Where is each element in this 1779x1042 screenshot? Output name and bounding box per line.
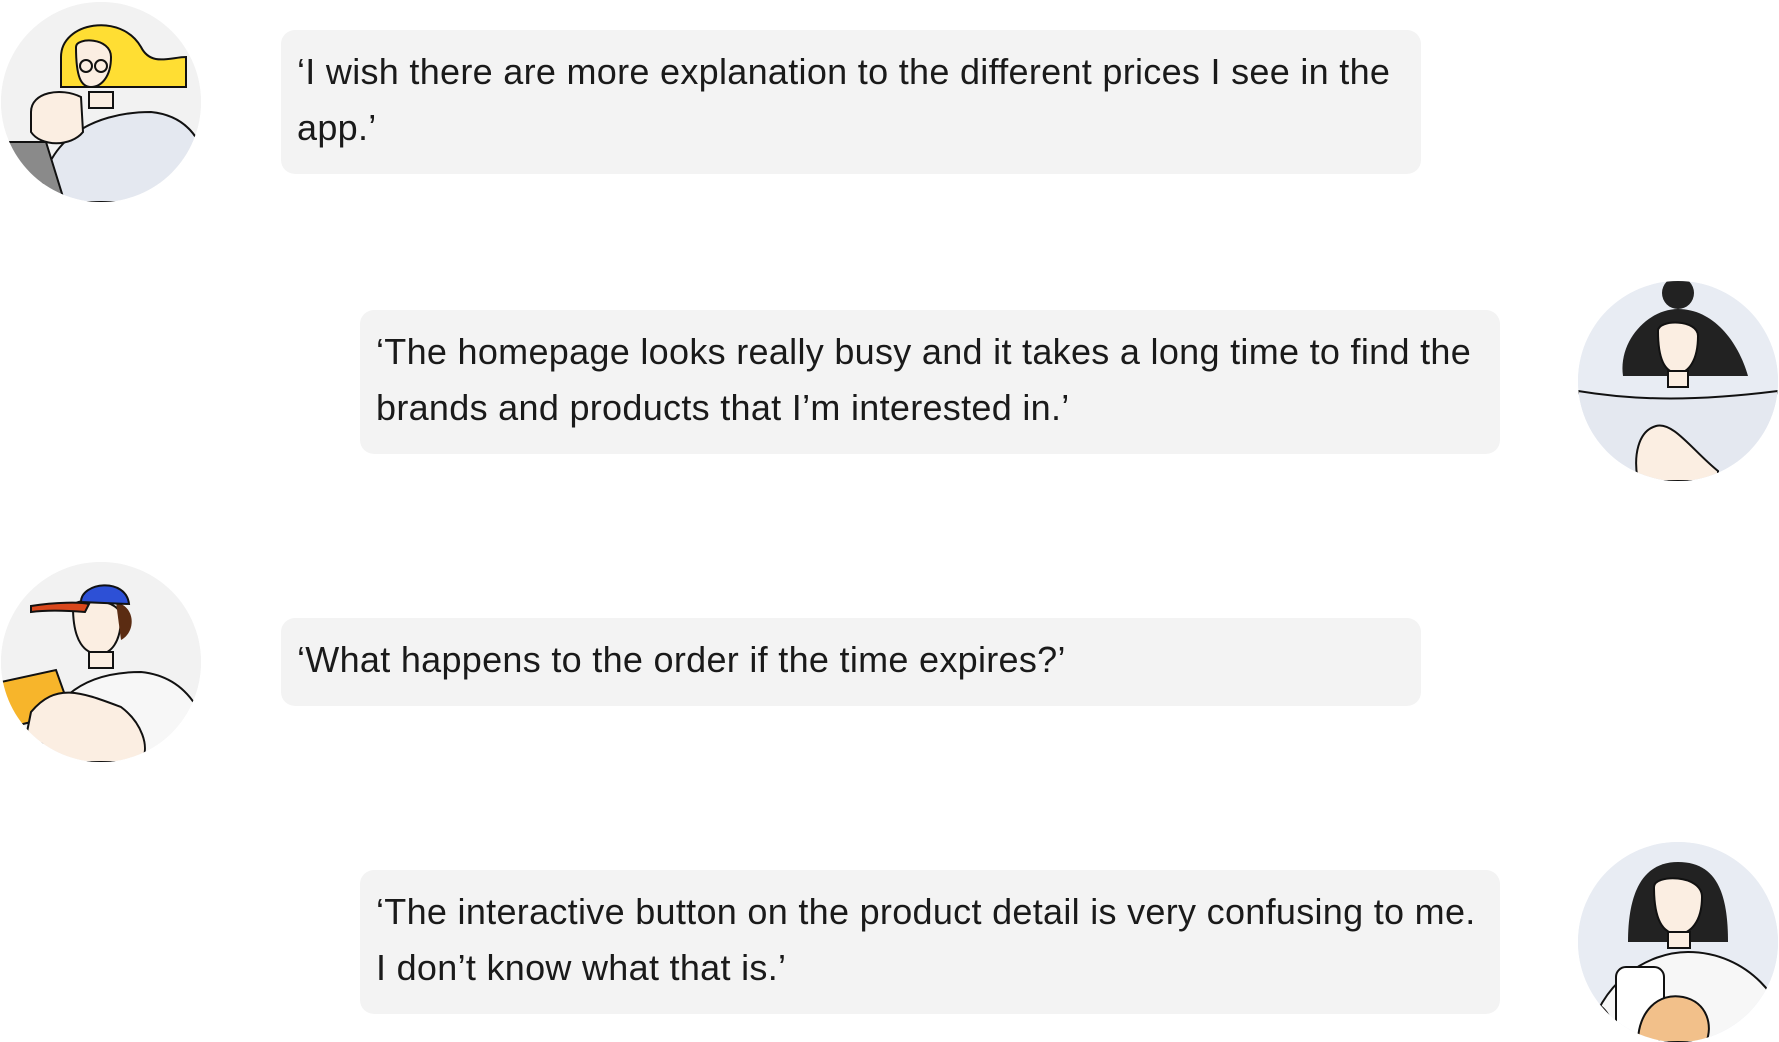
- avatar-4: [1578, 842, 1778, 1042]
- woman-with-glasses-icon: [1, 2, 201, 202]
- avatar-2: [1578, 281, 1778, 481]
- quote-text-2: ‘The homepage looks really busy and it takes a long time to find the brands and products that I’m interested in.’: [376, 331, 1472, 428]
- quote-bubble-4: [360, 870, 1500, 1014]
- quote-bubble-2: [360, 310, 1500, 454]
- quote-text-1: ‘I wish there are more explanation to the different prices I see in the app.’: [297, 51, 1391, 148]
- woman-with-phone-icon: [1578, 842, 1778, 1042]
- quote-text-4: ‘The interactive button on the product detail is very confusing to me. I don’t know what that is.’: [376, 891, 1476, 988]
- woman-with-bun-icon: [1578, 281, 1778, 481]
- quote-bubble-1: [281, 30, 1421, 174]
- avatar-1: [1, 2, 201, 202]
- avatar-3: [1, 562, 201, 762]
- quote-text-3: ‘What happens to the order if the time expires?’: [297, 639, 1066, 680]
- man-with-cap-icon: [1, 562, 201, 762]
- quote-bubble-3: [281, 618, 1421, 706]
